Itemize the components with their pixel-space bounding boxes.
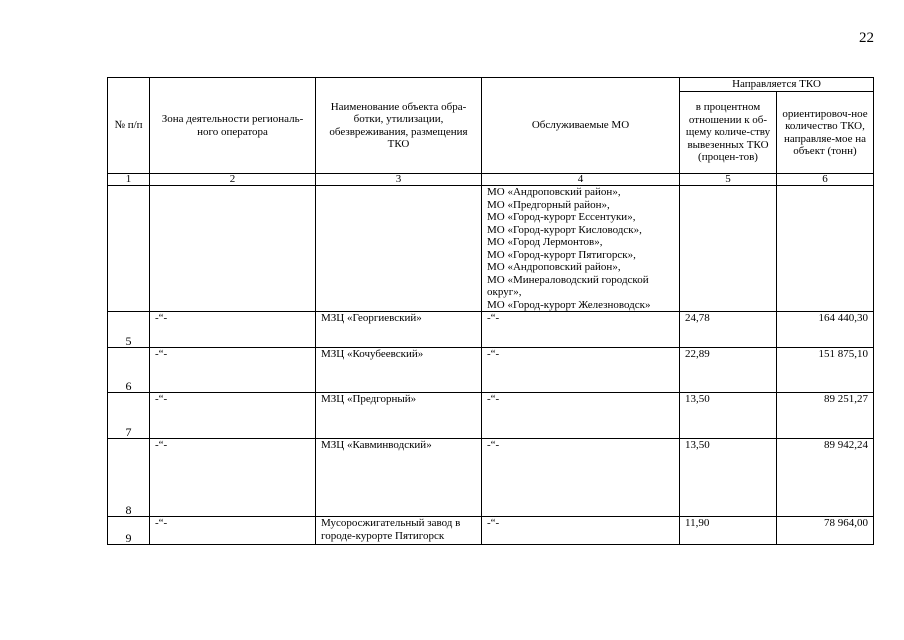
mo-item: МО «Андроповский район», — [487, 186, 621, 198]
header-served-mo: Обслуживаемые МО — [482, 78, 680, 174]
column-number: 5 — [680, 174, 777, 186]
header-object-name: Наименование объекта обра-ботки, утилизации, обезвреживания, размещения ТКО — [316, 78, 482, 174]
object-name: МЗЦ «Предгорный» — [316, 393, 482, 439]
table-row — [108, 348, 874, 393]
waste-distribution-table — [107, 77, 874, 545]
percent-value: 22,89 — [680, 348, 777, 393]
header-percent: в процентном отношении к об-щему количе-ству вывезенных ТКО (процен-тов) — [680, 92, 777, 174]
tons-value: 89 251,27 — [777, 393, 874, 439]
operator-zone: -“- — [150, 312, 316, 348]
operator-zone: -“- — [150, 393, 316, 439]
served-mo: -“- — [482, 517, 680, 545]
column-number: 3 — [316, 174, 482, 186]
mo-item: округ», — [487, 286, 522, 298]
percent-value: 24,78 — [680, 312, 777, 348]
column-number: 2 — [150, 174, 316, 186]
object-name: МЗЦ «Георгиевский» — [316, 312, 482, 348]
header-row-number: № п/п — [108, 78, 150, 174]
row-number: 5 — [108, 312, 150, 348]
tons-value: 151 875,10 — [777, 348, 874, 393]
percent-value: 11,90 — [680, 517, 777, 545]
served-mo: -“- — [482, 348, 680, 393]
table-row — [108, 312, 874, 348]
tons-value: 89 942,24 — [777, 439, 874, 517]
row-number: 9 — [108, 517, 150, 545]
tons-value: 78 964,00 — [777, 517, 874, 545]
percent-value: 13,50 — [680, 393, 777, 439]
mo-item: МО «Минераловодский городской — [487, 273, 649, 286]
row-number: 7 — [108, 393, 150, 439]
operator-zone: -“- — [150, 348, 316, 393]
page-number: 22 — [859, 30, 874, 46]
mo-item: МО «Андроповский район», — [487, 261, 621, 273]
mo-item: МО «Город Лермонтов», — [487, 236, 603, 248]
header-tons: ориентировоч-ное количество ТКО, направляе-мое на объект (тонн) — [777, 92, 874, 174]
object-name: Мусоросжигательный завод в городе-курорте Пятигорск — [316, 517, 482, 545]
column-number: 6 — [777, 174, 874, 186]
mo-item: МО «Город-курорт Кисловодск», — [487, 223, 642, 236]
table-row — [108, 439, 874, 517]
operator-zone: -“- — [150, 517, 316, 545]
served-mo-list — [482, 186, 680, 312]
tons-value: 164 440,30 — [777, 312, 874, 348]
operator-zone: -“- — [150, 439, 316, 517]
table-row-continuation — [108, 186, 874, 312]
row-number: 8 — [108, 439, 150, 517]
object-name: МЗЦ «Кавминводский» — [316, 439, 482, 517]
table-row — [108, 517, 874, 545]
served-mo: -“- — [482, 393, 680, 439]
column-number: 4 — [482, 174, 680, 186]
column-number: 1 — [108, 174, 150, 186]
mo-item: МО «Город-курорт Ессентуки», — [487, 211, 636, 223]
row-number: 6 — [108, 348, 150, 393]
served-mo: -“- — [482, 312, 680, 348]
mo-item: МО «Город-курорт Железноводск» — [487, 298, 651, 311]
mo-item: МО «Город-курорт Пятигорск», — [487, 248, 636, 261]
header-directed-tko: Направляется ТКО — [680, 78, 874, 92]
served-mo: -“- — [482, 439, 680, 517]
header-operator-zone: Зона деятельности региональ-ного оператора — [150, 78, 316, 174]
object-name: МЗЦ «Кочубеевский» — [316, 348, 482, 393]
mo-item: МО «Предгорный район», — [487, 198, 610, 211]
percent-value: 13,50 — [680, 439, 777, 517]
table-row — [108, 393, 874, 439]
